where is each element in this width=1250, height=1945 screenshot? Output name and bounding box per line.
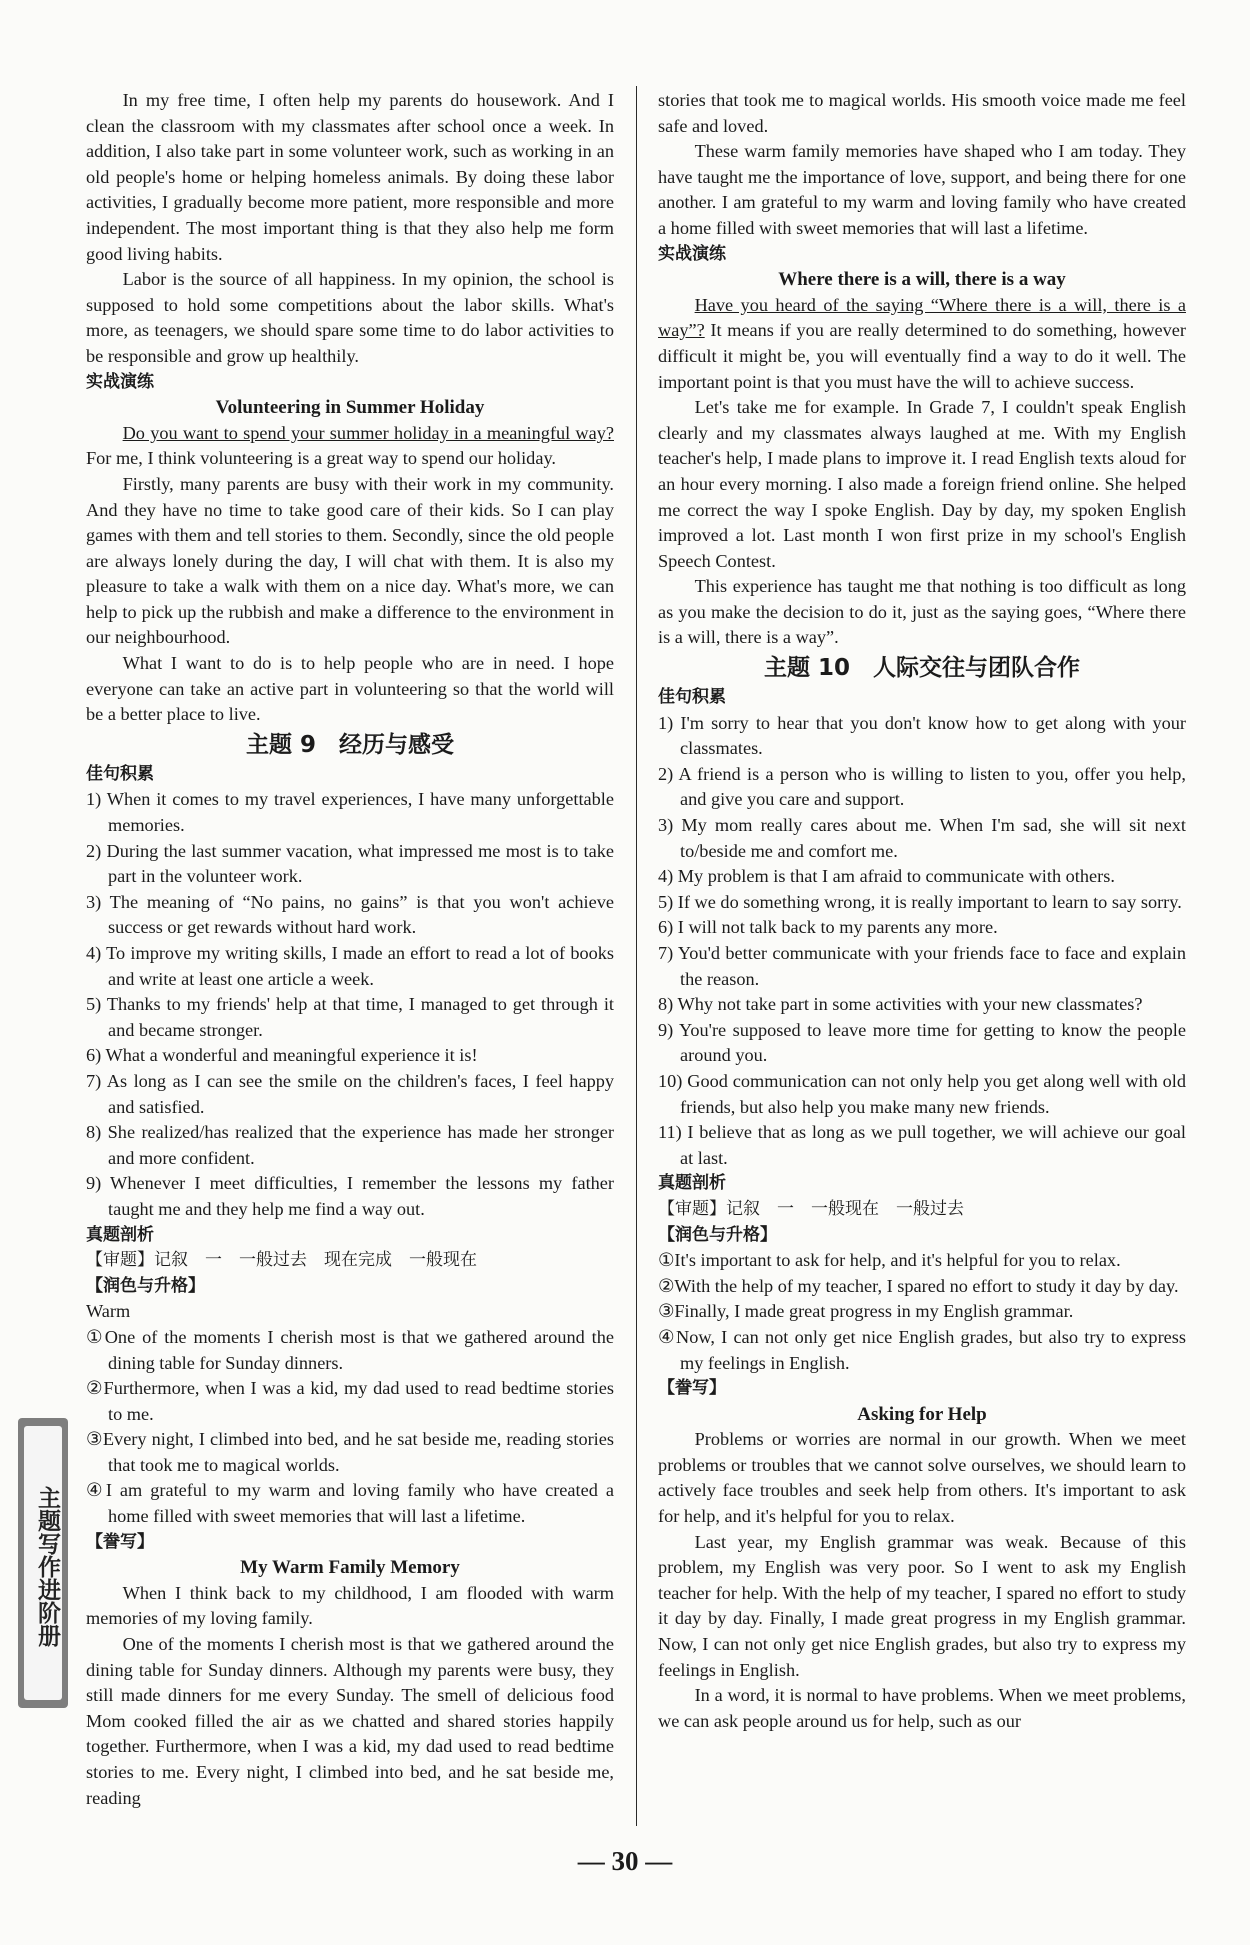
paragraph: One of the moments I cherish most is that we gathered around the dining table for Sunday dinners. Although my parents were busy, they still made dinners for me every Sunday. The smell of delicious food Mom cooked filled the air as we chatted and shared stories happily together. Furthermore, when I was a kid, my dad used to read bedtime stories to me. Every night, I climbed into bed, and he sat beside me, reading: [86, 1634, 614, 1808]
list-item: 8) Why not take part in some activities with your new classmates?: [658, 994, 1143, 1015]
paragraph: stories that took me to magical worlds. His smooth voice made me feel safe and loved.: [658, 90, 1186, 136]
topic-heading: 主题 10 人际交往与团队合作: [763, 655, 1080, 682]
column-divider: [636, 86, 637, 1826]
list-item: 2) A friend is a person who is willing to listen to you, offer you help, and give you care and support.: [658, 763, 1186, 810]
paragraph: Last year, my English grammar was weak. Because of this problem, my English was very poor. So I went to ask my English teacher for help. With the help of my teacher, I spared no effort to study it day by day. Finally, I made great progress in my English grammar. Now, I can not only get nice English grades, but also try to express my feelings in English.: [658, 1531, 1186, 1680]
section-label: 真题剖析: [86, 1224, 154, 1245]
list-item: 7) As long as I can see the smile on the children's faces, I feel happy and satisfied.: [86, 1070, 614, 1117]
page-number: — 30 —: [577, 1846, 673, 1876]
right-column: [658, 88, 1186, 1734]
paragraph: This experience has taught me that nothing is too difficult as long as you make the decision to do it, just as the saying goes, “Where there is a will, there is a way”.: [658, 576, 1186, 648]
list-item: ①One of the moments I cherish most is that we gathered around the dining table for Sunday dinners.: [86, 1326, 614, 1373]
list-item: 1) When it comes to my travel experiences, I have many unforgettable memories.: [86, 789, 614, 836]
list-item: 11) I believe that as long as we pull together, we will achieve our goal at last.: [658, 1122, 1186, 1168]
list-item: ④I am grateful to my warm and loving family who have created a home filled with sweet memories that will last a lifetime.: [86, 1480, 614, 1527]
paragraph: These warm family memories have shaped who I am today. They have taught me the importance of love, support, and being there for one another. I am grateful to my warm and loving family who have created a home filled with sweet memories that will last a lifetime.: [658, 141, 1186, 238]
side-tab: [18, 1418, 68, 1708]
list-item: 8) She realized/has realized that the experience has made her stronger and more confident.: [86, 1122, 614, 1168]
essay-title: My Warm Family Memory: [240, 1557, 460, 1579]
list-item: 4) To improve my writing skills, I made an effort to read a lot of books and write at least one article a week.: [86, 943, 614, 989]
section-label: 佳句积累: [86, 763, 154, 784]
list-item: 10) Good communication can not only help you get along well with old friends, but also help you make many new friends.: [658, 1070, 1186, 1117]
section-label: 【誊写】: [86, 1531, 154, 1552]
list-item: 5) Thanks to my friends' help at that time, I managed to get through it and became stronger.: [86, 994, 614, 1040]
list-item: 5) If we do something wrong, it is really important to learn to say sorry.: [658, 891, 1182, 912]
essay-title: Where there is a will, there is a way: [778, 269, 1066, 291]
list-item: ③Finally, I made great progress in my English grammar.: [658, 1301, 1074, 1322]
list-item: 3) The meaning of “No pains, no gains” is that you won't achieve success or get rewards without hard work.: [86, 891, 614, 938]
paragraph: In my free time, I often help my parents do housework. And I clean the classroom with my classmates after school once a week. In addition, I also take part in some volunteer work, such as working in an old people's home or helping homeless animals. By doing these labor activities, I gradually become more patient, more responsible and more independent. The most important thing is that they also help me form good living habits.: [86, 90, 614, 264]
list-item: ②Furthermore, when I was a kid, my dad used to read bedtime stories to me.: [86, 1378, 614, 1424]
topic-heading: 主题 9 经历与感受: [245, 731, 454, 758]
section-label: 实战演练: [86, 371, 154, 392]
analysis-line: 【审题】记叙 一 一般现在 一般过去: [658, 1198, 964, 1219]
paragraph: Labor is the source of all happiness. In my opinion, the school is supposed to hold some competitions about the labor skills. What's more, as teenagers, we should spare some time to do labor activities to be responsible and grow up healthily.: [86, 269, 614, 366]
list-item: ②With the help of my teacher, I spared no effort to study it day by day.: [658, 1275, 1179, 1296]
list-item: 6) I will not talk back to my parents any more.: [658, 917, 998, 938]
paragraph: Warm: [86, 1301, 131, 1322]
list-item: 3) My mom really cares about me. When I'm sad, she will sit next to/beside me and comfort me.: [658, 815, 1186, 861]
underlined-sentence: Have you heard of the saying “Where there is a will, there is a way”?: [658, 294, 1186, 341]
list-item: 4) My problem is that I am afraid to communicate with others.: [658, 866, 1115, 887]
list-item: 9) You're supposed to leave more time for getting to know the people around you.: [658, 1019, 1186, 1066]
paragraph: [658, 293, 1186, 395]
paragraph: When I think back to my childhood, I am flooded with warm memories of my loving family.: [86, 1582, 614, 1629]
paragraph: In a word, it is normal to have problems. When we meet problems, we can ask people around us for help, such as our: [658, 1685, 1186, 1731]
section-label: 【润色与升格】: [658, 1224, 777, 1245]
list-item: ④Now, I can not only get nice English grades, but also try to express my feelings in English.: [658, 1326, 1186, 1373]
list-item: 7) You'd better communicate with your friends face to face and explain the reason.: [658, 943, 1186, 989]
left-column: [86, 88, 614, 1811]
section-label: 佳句积累: [658, 687, 726, 708]
section-label: 【润色与升格】: [86, 1275, 205, 1296]
paragraph: Firstly, many parents are busy with their work in my community. And they have no time to take good care of their kids. So I can play games with them and tell stories to them. Secondly, since the old people are always lonely during the day, I will chat with them. It is also my pleasure to take a walk with them on a nice day. What's more, we can help to pick up the rubbish and make a difference to the environment in our neighbourhood.: [86, 473, 614, 648]
list-item: 1) I'm sorry to hear that you don't know how to get along with your classmates.: [658, 712, 1186, 759]
essay-title: Asking for Help: [857, 1403, 987, 1425]
list-item: 2) During the last summer vacation, what impressed me most is to take part in the volunteer work.: [86, 840, 614, 887]
list-item: ①It's important to ask for help, and it's helpful for you to relax.: [658, 1250, 1121, 1271]
paragraph: Let's take me for example. In Grade 7, I couldn't speak English clearly and my classmates always laughed at me. With my English teacher's help, I made plans to improve it. I read English texts aloud for an hour every morning. I also made a foreign friend online. She helped me correct the way I spoke English. Day by day, my spoken English improved a lot. Last month I won first prize in my school's English Speech Contest.: [658, 397, 1186, 571]
section-label: 真题剖析: [658, 1173, 726, 1194]
paragraph-rest: For me, I think volunteering is a great way to spend our holiday.: [86, 448, 556, 469]
list-item: ③Every night, I climbed into bed, and he sat beside me, reading stories that took me to magical worlds.: [86, 1429, 614, 1475]
list-item: 6) What a wonderful and meaningful experience it is!: [86, 1045, 478, 1066]
analysis-line: 【审题】记叙 一 一般过去 现在完成 一般现在: [86, 1250, 477, 1271]
essay-title: Volunteering in Summer Holiday: [215, 397, 485, 419]
list-item: 9) Whenever I meet difficulties, I remember the lessons my father taught me and they help me find a way out.: [86, 1173, 614, 1219]
paragraph: [86, 421, 614, 472]
paragraph-rest: It means if you are really determined to do something, however difficult it might be, you will eventually find a way to do it well. The important point is that you must have the will to achieve success.: [658, 320, 1186, 392]
side-tab-label: 主题写作进阶册: [24, 1426, 62, 1700]
paragraph: Problems or worries are normal in our growth. When we meet problems or troubles that we cannot solve ourselves, we should learn to actively face troubles and seek help from others. It's important to ask for help, and it's helpful for you to relax.: [658, 1429, 1186, 1527]
paragraph: What I want to do is to help people who are in need. I hope everyone can take an active part in volunteering so that the world will be a better place to live.: [86, 653, 614, 725]
section-label: 【誊写】: [658, 1378, 726, 1399]
section-label: 实战演练: [658, 243, 726, 264]
underlined-sentence: Do you want to spend your summer holiday in a meaningful way?: [122, 422, 614, 443]
